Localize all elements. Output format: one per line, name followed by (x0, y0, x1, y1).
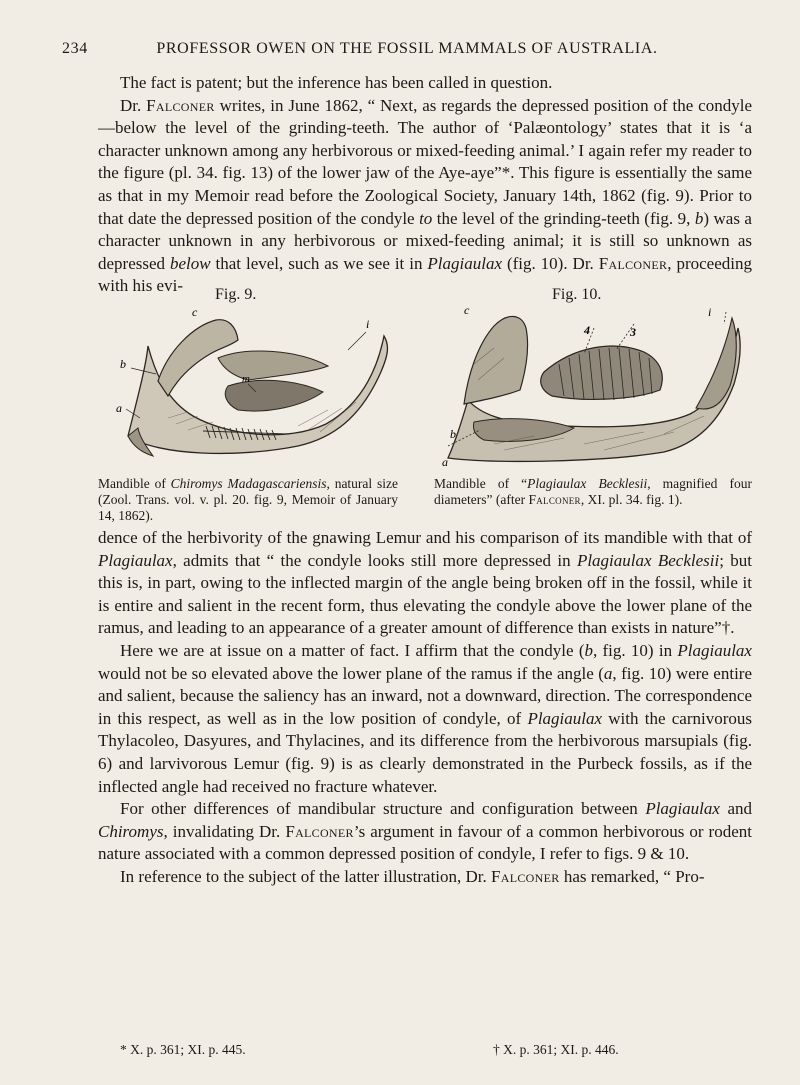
footnote-1: * X. p. 361; XI. p. 445. (120, 1042, 246, 1057)
figure-9-caption (98, 476, 398, 524)
paragraph-text-run: the level of the grinding-teeth (fig. 9, (432, 208, 695, 228)
figure-10-letter-c: c (464, 304, 470, 317)
paragraph-text-run: ) was a character unknown in any herbivorous or mixed-feeding animal; it is still so unknown as depressed (98, 208, 752, 273)
figure-9-letter-i: i (366, 317, 370, 331)
figure-10-caption-text-run: Falconer (528, 492, 581, 507)
paragraph-text-run: Here we are at issue on a matter of fact. I affirm that the condyle ( (120, 640, 585, 660)
figure-10-number-4: 4 (584, 323, 590, 337)
body-text-bottom (98, 527, 752, 889)
paragraph-text-run: Plagiaulax (98, 550, 173, 570)
figure-10-caption-text-run: , magnified four diameters” (after (434, 476, 752, 507)
figure-10-caption (434, 476, 752, 508)
paragraph-text-run: Falconer (146, 95, 215, 115)
running-title: PROFESSOR OWEN ON THE FOSSIL MAMMALS OF AUSTRALIA. (156, 40, 658, 57)
figure-9-letter-a: a (116, 401, 122, 415)
body-text-top (98, 72, 752, 298)
paragraph (98, 527, 752, 640)
figure-10-label: Fig. 10. (552, 286, 602, 303)
paragraph-text-run: , proceeding with his evi- (98, 253, 752, 296)
figure-10-letter-b: b (450, 427, 456, 441)
paragraph-text-run: Plagiaulax (427, 253, 502, 273)
paragraph-text-run: ; but this is, in part, owing to the inflected margin of the angle being broken off in the fossil, while it is entire and salient in the recent form, thus elevating the condyle above the lower plane of the ramus, and leading to an appearance of a greater amount of difference than exists in nature”†. (98, 550, 752, 638)
paragraph-text-run: , admits that “ the condyle looks still more depressed in (172, 550, 577, 570)
figure-9-caption-text-run: Chiromys Madagascariensis (170, 476, 327, 491)
paragraph-text-run: ’s argument in favour of a common herbivorous or rodent nature associated with a common depressed position of condyle, I refer to figs. 9 & 10. (98, 821, 752, 864)
paragraph-text-run: Plagiaulax Becklesii (576, 550, 720, 570)
figure-10-letter-i: i (708, 305, 712, 319)
paragraph-text-run: Falconer (598, 253, 668, 273)
footnote-2: † X. p. 361; XI. p. 446. (493, 1042, 619, 1057)
paragraph-text-run: For other differences of mandibular structure and configuration between (120, 799, 646, 819)
paragraph-text-run: b (694, 208, 704, 228)
paragraph (98, 866, 752, 889)
paragraph (98, 72, 752, 95)
paragraph-text-run: and (719, 799, 752, 819)
paragraph-text-run: to (419, 208, 433, 228)
figure-10-mandible-illustration (434, 304, 752, 472)
paragraph-text-run: Falconer (491, 866, 560, 886)
figure-10-caption-text-run: Mandible of “ (434, 476, 528, 491)
figure-10-letter-a: a (442, 455, 448, 469)
paragraph-text-run: writes, in June 1862, “ Next, as regards the depressed position of the condyle—below the level of the grinding-teeth. The author of ‘Palæontology’ states that it is ‘a character unknown among any herbivorous or mixed-feeding animal.’ I again refer my reader to the figure (pl. 34. fig. 13) of the lower jaw of the Aye-aye”*. This figure is essentially the same as that in my Memoir read before the Zoological Society, January 14th, 1862 (fig. 9). Prior to that date the depressed position of the condyle (98, 95, 753, 228)
figure-10-caption-text-run: Plagiaulax Becklesii (527, 476, 648, 491)
paragraph-text-run: with the carnivorous Thylacoleo, Dasyures, and Thylacines, and its difference from the herbivorous marsupials (fig. 6) and larvivorous Lemur (fig. 9) is as clearly demonstrated in the Purbeck fossils, as if the inflected angle had received no fracture whatever. (98, 708, 752, 796)
paragraph (98, 640, 752, 798)
paragraph-text-run: has remarked, “ Pro- (559, 866, 705, 886)
paragraph-text-run: a (603, 663, 613, 683)
paragraph-text-run: , fig. 10) were entire and salient, because the saliency has an inward, not a downward, direction. The correspondence in this respect, as well as in the low position of condyle, of (98, 663, 752, 728)
figure-9-letter-b: b (120, 357, 126, 371)
paragraph-text-run: would not be so elevated above the lower plane of the ramus if the angle ( (98, 663, 604, 683)
page-number: 234 (62, 40, 88, 57)
figure-9-caption-text-run: Mandible of (98, 476, 171, 491)
paragraph-text-run: , fig. 10) in (592, 640, 678, 660)
paragraph-text-run: Plagiaulax (677, 640, 752, 660)
paragraph-text-run: Plagiaulax (527, 708, 603, 728)
paragraph-text-run: (fig. 10). Dr. (502, 253, 599, 273)
figure-9-mandible-illustration (98, 306, 398, 472)
paragraph-text-run: , invalidating Dr. (163, 821, 286, 841)
paragraph-text-run: below (169, 253, 211, 273)
paragraph (98, 95, 752, 298)
paragraph-text-run: Plagiaulax (645, 799, 720, 819)
paragraph-text-run: In reference to the subject of the latter illustration, Dr. (120, 866, 492, 886)
paragraph-text-run: dence of the herbivority of the gnawing Lemur and his comparison of its mandible with that of (98, 528, 752, 547)
figure-9-label: Fig. 9. (215, 286, 257, 303)
figure-9-caption-text-run: , natural size (Zool. Trans. vol. v. pl. 20. fig. 9, Memoir of January 14, 1862). (98, 476, 398, 523)
paragraph-text-run: Falconer (285, 821, 354, 841)
figure-9-letter-c: c (192, 306, 198, 319)
figure-10-number-3: 3 (630, 325, 636, 339)
figure-9-letter-m: m (242, 373, 250, 385)
paragraph-text-run: b (584, 640, 593, 660)
paragraph-text-run: that level, such as we see it in (210, 253, 428, 273)
paragraph-text-run: Chiromys (98, 821, 164, 841)
paragraph (98, 798, 752, 866)
figure-10-caption-text-run: , XI. pl. 34. fig. 1). (580, 492, 683, 507)
running-header (62, 40, 752, 62)
paragraph-text-run: Dr. (120, 95, 147, 115)
paragraph-text-run: The fact is patent; but the inference has been called in question. (120, 73, 553, 92)
